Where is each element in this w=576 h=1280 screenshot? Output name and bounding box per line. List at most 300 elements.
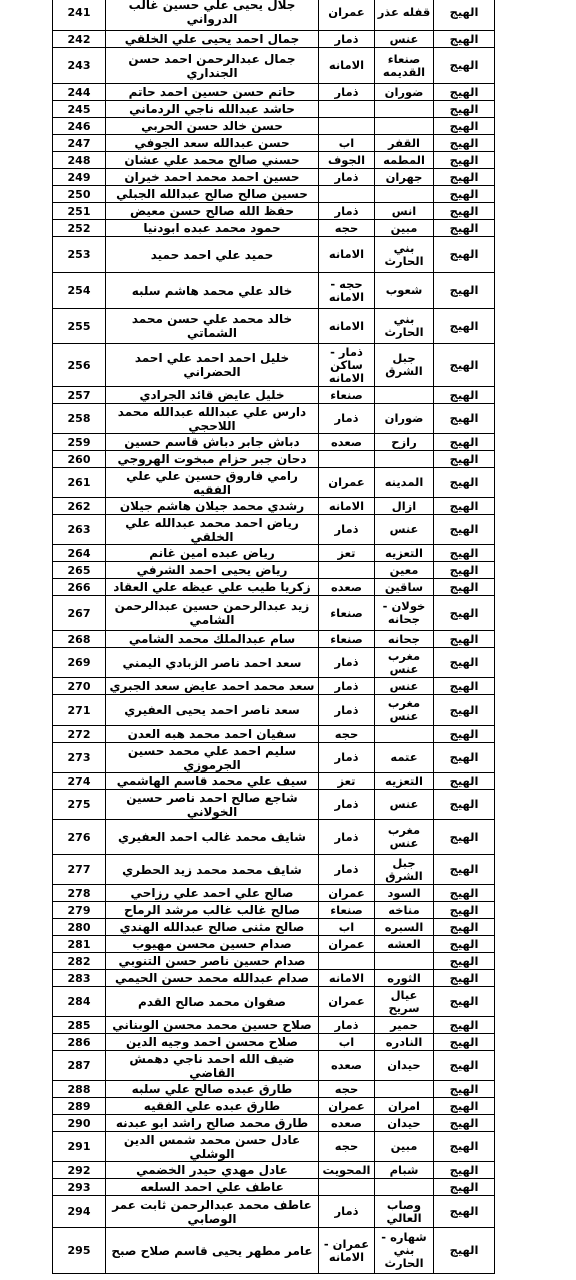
row-number-cell: 246	[53, 118, 106, 135]
person-name-cell: رياض عبده امين غانم	[106, 545, 319, 562]
table-row	[53, 579, 495, 596]
district-cell: التعزيه	[375, 545, 434, 562]
row-number-cell: 245	[53, 101, 106, 118]
unit-cell: الهيج	[434, 885, 495, 902]
person-name-cell: عادل مهدي حيدر الخضمي	[106, 1162, 319, 1179]
district-cell: التعزيه	[375, 773, 434, 790]
roster-table	[52, 0, 495, 1274]
governorate-cell: تعز	[319, 773, 375, 790]
governorate-cell: ذمار	[319, 404, 375, 434]
unit-cell: الهيج	[434, 237, 495, 273]
table-row	[53, 135, 495, 152]
roster-rows	[53, 0, 495, 1274]
governorate-cell: ذمار	[319, 515, 375, 545]
person-name-cell: حسن عبدالله سعد الجوفي	[106, 135, 319, 152]
district-cell: المطمه	[375, 152, 434, 169]
person-name-cell: شايف محمد غالب احمد العفيري	[106, 820, 319, 855]
row-number-cell: 283	[53, 970, 106, 987]
district-cell: مناخه	[375, 902, 434, 919]
table-row	[53, 468, 495, 498]
table-row	[53, 970, 495, 987]
row-number-cell: 248	[53, 152, 106, 169]
table-row	[53, 1017, 495, 1034]
unit-cell: الهيج	[434, 515, 495, 545]
governorate-cell: ذمار	[319, 31, 375, 48]
person-name-cell: سليم احمد علي محمد حسين الجرموزي	[106, 743, 319, 773]
row-number-cell: 275	[53, 790, 106, 820]
governorate-cell: اب	[319, 919, 375, 936]
person-name-cell: دباش جابر دباش قاسم حسين	[106, 434, 319, 451]
person-name-cell: صالح مثنى صالح عبدالله الهندي	[106, 919, 319, 936]
person-name-cell: جمال احمد يحيى علي الخلقي	[106, 31, 319, 48]
governorate-cell: صنعاء	[319, 387, 375, 404]
district-cell	[375, 101, 434, 118]
unit-cell: الهيج	[434, 404, 495, 434]
governorate-cell: الامانه	[319, 237, 375, 273]
governorate-cell: صعده	[319, 1115, 375, 1132]
person-name-cell: حاتم حسن حسين احمد حاتم	[106, 84, 319, 101]
governorate-cell: ذمار	[319, 678, 375, 695]
unit-cell: الهيج	[434, 1132, 495, 1162]
person-name-cell: دحان جبر حزام مبخوت الهروجي	[106, 451, 319, 468]
person-name-cell: سفيان احمد محمد هبه العدن	[106, 726, 319, 743]
unit-cell: الهيج	[434, 1115, 495, 1132]
governorate-cell: حجه - الامانه	[319, 273, 375, 309]
person-name-cell: شاجع صالح احمد ناصر حسين الخولاني	[106, 790, 319, 820]
table-row	[53, 885, 495, 902]
table-row	[53, 1115, 495, 1132]
governorate-cell: عمران	[319, 0, 375, 31]
governorate-cell: عمران	[319, 936, 375, 953]
row-number-cell: 285	[53, 1017, 106, 1034]
governorate-cell: ذمار - ساكن الامانه	[319, 344, 375, 387]
person-name-cell: صالح غالب غالب مرشد الرماح	[106, 902, 319, 919]
person-name-cell: طارق محمد صالح راشد ابو عبدنه	[106, 1115, 319, 1132]
row-number-cell: 272	[53, 726, 106, 743]
table-row	[53, 31, 495, 48]
district-cell: بني الحارث	[375, 237, 434, 273]
row-number-cell: 244	[53, 84, 106, 101]
district-cell: القفر	[375, 135, 434, 152]
unit-cell: الهيج	[434, 451, 495, 468]
governorate-cell: اب	[319, 135, 375, 152]
person-name-cell: طارق عبده علي الفقيه	[106, 1098, 319, 1115]
person-name-cell: سعد محمد احمد عايض سعد الجبري	[106, 678, 319, 695]
unit-cell: الهيج	[434, 953, 495, 970]
table-row	[53, 309, 495, 344]
roster-sheet	[52, 0, 494, 1274]
governorate-cell: ذمار	[319, 1196, 375, 1228]
governorate-cell: عمران - الامانه	[319, 1228, 375, 1274]
governorate-cell: تعز	[319, 545, 375, 562]
district-cell: مغرب عنس	[375, 820, 434, 855]
governorate-cell: عمران	[319, 885, 375, 902]
district-cell: النادره	[375, 1034, 434, 1051]
district-cell: مغرب عنس	[375, 648, 434, 678]
table-row	[53, 936, 495, 953]
table-row	[53, 695, 495, 726]
district-cell: حمير	[375, 1017, 434, 1034]
governorate-cell: حجه	[319, 1132, 375, 1162]
district-cell	[375, 726, 434, 743]
table-row	[53, 648, 495, 678]
table-row	[53, 773, 495, 790]
row-number-cell: 253	[53, 237, 106, 273]
row-number-cell: 264	[53, 545, 106, 562]
governorate-cell: الامانه	[319, 48, 375, 84]
district-cell: شعوب	[375, 273, 434, 309]
unit-cell: الهيج	[434, 790, 495, 820]
table-row	[53, 855, 495, 885]
row-number-cell: 289	[53, 1098, 106, 1115]
unit-cell: الهيج	[434, 726, 495, 743]
row-number-cell: 250	[53, 186, 106, 203]
unit-cell: الهيج	[434, 678, 495, 695]
table-row	[53, 562, 495, 579]
person-name-cell: رياض احمد محمد عبدالله علي الخلقي	[106, 515, 319, 545]
person-name-cell: زكريا طيب علي عيظه علي العقاد	[106, 579, 319, 596]
person-name-cell: صالح علي احمد علي رزاحي	[106, 885, 319, 902]
table-row	[53, 515, 495, 545]
table-row	[53, 545, 495, 562]
row-number-cell: 280	[53, 919, 106, 936]
governorate-cell: صنعاء	[319, 596, 375, 631]
unit-cell: الهيج	[434, 773, 495, 790]
table-row	[53, 596, 495, 631]
district-cell: السود	[375, 885, 434, 902]
person-name-cell: ضيف الله احمد ناجي دهمش القاضي	[106, 1051, 319, 1081]
unit-cell: الهيج	[434, 579, 495, 596]
governorate-cell: ذمار	[319, 855, 375, 885]
unit-cell: الهيج	[434, 1017, 495, 1034]
person-name-cell: دارس علي عبدالله عبدالله محمد اللاحجي	[106, 404, 319, 434]
person-name-cell: حاشد عبدالله ناجي الردماني	[106, 101, 319, 118]
person-name-cell: طارق عبده صالح علي سلبه	[106, 1081, 319, 1098]
person-name-cell: عامر مطهر يحيى قاسم صلاح صبح	[106, 1228, 319, 1274]
person-name-cell: سيف علي محمد قاسم الهاشمي	[106, 773, 319, 790]
unit-cell: الهيج	[434, 186, 495, 203]
unit-cell: الهيج	[434, 545, 495, 562]
unit-cell: الهيج	[434, 344, 495, 387]
unit-cell: الهيج	[434, 387, 495, 404]
row-number-cell: 290	[53, 1115, 106, 1132]
row-number-cell: 277	[53, 855, 106, 885]
unit-cell: الهيج	[434, 1098, 495, 1115]
district-cell	[375, 118, 434, 135]
district-cell: حيدان	[375, 1115, 434, 1132]
unit-cell: الهيج	[434, 203, 495, 220]
unit-cell: الهيج	[434, 695, 495, 726]
governorate-cell: صعده	[319, 579, 375, 596]
district-cell: المدينه	[375, 468, 434, 498]
district-cell: وصاب العالي	[375, 1196, 434, 1228]
governorate-cell: الجوف	[319, 152, 375, 169]
row-number-cell: 266	[53, 579, 106, 596]
unit-cell: الهيج	[434, 135, 495, 152]
unit-cell: الهيج	[434, 1162, 495, 1179]
unit-cell: الهيج	[434, 562, 495, 579]
unit-cell: الهيج	[434, 84, 495, 101]
governorate-cell: الامانه	[319, 309, 375, 344]
person-name-cell: زيد عبدالرحمن حسين عبدالرحمن الشامي	[106, 596, 319, 631]
table-row	[53, 186, 495, 203]
unit-cell: الهيج	[434, 169, 495, 186]
district-cell: عنس	[375, 790, 434, 820]
person-name-cell: حسني صالح محمد علي عشان	[106, 152, 319, 169]
governorate-cell: ذمار	[319, 790, 375, 820]
unit-cell: الهيج	[434, 48, 495, 84]
unit-cell: الهيج	[434, 498, 495, 515]
person-name-cell: حسن خالد حسن الحربي	[106, 118, 319, 135]
governorate-cell: ذمار	[319, 84, 375, 101]
governorate-cell: صعده	[319, 434, 375, 451]
row-number-cell: 268	[53, 631, 106, 648]
governorate-cell	[319, 953, 375, 970]
district-cell: جبل الشرق	[375, 855, 434, 885]
table-row	[53, 987, 495, 1017]
table-row	[53, 1228, 495, 1274]
district-cell: مبين	[375, 1132, 434, 1162]
governorate-cell: صنعاء	[319, 902, 375, 919]
unit-cell: الهيج	[434, 987, 495, 1017]
district-cell: جحانه	[375, 631, 434, 648]
row-number-cell: 269	[53, 648, 106, 678]
governorate-cell	[319, 451, 375, 468]
row-number-cell: 294	[53, 1196, 106, 1228]
unit-cell: الهيج	[434, 220, 495, 237]
district-cell: عيال سريح	[375, 987, 434, 1017]
table-row	[53, 1081, 495, 1098]
person-name-cell: حفظ الله صالح حسن معيض	[106, 203, 319, 220]
table-row	[53, 790, 495, 820]
governorate-cell: ذمار	[319, 203, 375, 220]
district-cell: خولان - جحانه	[375, 596, 434, 631]
district-cell: العشه	[375, 936, 434, 953]
district-cell: الثوره	[375, 970, 434, 987]
row-number-cell: 260	[53, 451, 106, 468]
person-name-cell: رياض يحيى احمد الشرفي	[106, 562, 319, 579]
district-cell: بني الحارث	[375, 309, 434, 344]
person-name-cell: سعد ناصر احمد يحيى العفيري	[106, 695, 319, 726]
governorate-cell: حجه	[319, 1081, 375, 1098]
row-number-cell: 278	[53, 885, 106, 902]
person-name-cell: رامي فاروق حسين علي علي الفقيه	[106, 468, 319, 498]
table-row	[53, 404, 495, 434]
governorate-cell: اب	[319, 1034, 375, 1051]
row-number-cell: 284	[53, 987, 106, 1017]
governorate-cell: صعده	[319, 1051, 375, 1081]
row-number-cell: 242	[53, 31, 106, 48]
governorate-cell: صنعاء	[319, 631, 375, 648]
district-cell	[375, 387, 434, 404]
unit-cell: الهيج	[434, 1051, 495, 1081]
unit-cell: الهيج	[434, 1179, 495, 1196]
table-row	[53, 1098, 495, 1115]
row-number-cell: 259	[53, 434, 106, 451]
person-name-cell: صفوان محمد صالح القدم	[106, 987, 319, 1017]
district-cell: ازال	[375, 498, 434, 515]
unit-cell: الهيج	[434, 1228, 495, 1274]
person-name-cell: عادل حسن محمد شمس الدين الوشلي	[106, 1132, 319, 1162]
unit-cell: الهيج	[434, 1081, 495, 1098]
table-row	[53, 678, 495, 695]
person-name-cell: سام عبدالملك محمد الشامي	[106, 631, 319, 648]
district-cell: عتمه	[375, 743, 434, 773]
governorate-cell: ذمار	[319, 695, 375, 726]
row-number-cell: 252	[53, 220, 106, 237]
governorate-cell: ذمار	[319, 1017, 375, 1034]
district-cell	[375, 953, 434, 970]
district-cell: ضوران	[375, 404, 434, 434]
row-number-cell: 251	[53, 203, 106, 220]
table-row	[53, 726, 495, 743]
governorate-cell: حجه	[319, 220, 375, 237]
table-row	[53, 953, 495, 970]
person-name-cell: حسين صالح صالح عبدالله الجبلي	[106, 186, 319, 203]
unit-cell: الهيج	[434, 31, 495, 48]
row-number-cell: 276	[53, 820, 106, 855]
governorate-cell: عمران	[319, 987, 375, 1017]
governorate-cell	[319, 101, 375, 118]
unit-cell: الهيج	[434, 152, 495, 169]
governorate-cell: المحويت	[319, 1162, 375, 1179]
row-number-cell: 293	[53, 1179, 106, 1196]
unit-cell: الهيج	[434, 631, 495, 648]
district-cell: عنس	[375, 31, 434, 48]
row-number-cell: 279	[53, 902, 106, 919]
person-name-cell: جلال يحيى علي حسين غالب الدرواني	[106, 0, 319, 31]
table-row	[53, 1162, 495, 1179]
unit-cell: الهيج	[434, 902, 495, 919]
governorate-cell: الامانه	[319, 498, 375, 515]
district-cell: رازح	[375, 434, 434, 451]
unit-cell: الهيج	[434, 743, 495, 773]
person-name-cell: حمود محمد عبده ابودنيا	[106, 220, 319, 237]
person-name-cell: خليل عايض قائد الجرادي	[106, 387, 319, 404]
person-name-cell: خالد علي محمد هاشم سلبه	[106, 273, 319, 309]
table-row	[53, 152, 495, 169]
unit-cell: الهيج	[434, 648, 495, 678]
unit-cell: الهيج	[434, 0, 495, 31]
row-number-cell: 256	[53, 344, 106, 387]
table-row	[53, 820, 495, 855]
row-number-cell: 295	[53, 1228, 106, 1274]
district-cell	[375, 1179, 434, 1196]
row-number-cell: 262	[53, 498, 106, 515]
table-row	[53, 169, 495, 186]
person-name-cell: صلاح حسين محمد محسن الوبناني	[106, 1017, 319, 1034]
person-name-cell: صدام عبدالله محمد حسن الحيمي	[106, 970, 319, 987]
table-row	[53, 1132, 495, 1162]
row-number-cell: 265	[53, 562, 106, 579]
row-number-cell: 258	[53, 404, 106, 434]
governorate-cell: ذمار	[319, 820, 375, 855]
unit-cell: الهيج	[434, 919, 495, 936]
unit-cell: الهيج	[434, 273, 495, 309]
table-row	[53, 919, 495, 936]
table-row	[53, 434, 495, 451]
table-row	[53, 237, 495, 273]
district-cell: مبين	[375, 220, 434, 237]
district-cell: معين	[375, 562, 434, 579]
person-name-cell: جمال عبدالرحمن احمد حسن الجنداري	[106, 48, 319, 84]
person-name-cell: رشدي محمد جيلان هاشم جيلان	[106, 498, 319, 515]
district-cell: عنس	[375, 678, 434, 695]
row-number-cell: 257	[53, 387, 106, 404]
district-cell	[375, 186, 434, 203]
person-name-cell: صدام حسين محسن مهيوب	[106, 936, 319, 953]
district-cell: امران	[375, 1098, 434, 1115]
table-row	[53, 743, 495, 773]
person-name-cell: خالد محمد علي حسن محمد الشماتي	[106, 309, 319, 344]
row-number-cell: 288	[53, 1081, 106, 1098]
district-cell: مغرب عنس	[375, 695, 434, 726]
district-cell: جبل الشرق	[375, 344, 434, 387]
governorate-cell: حجه	[319, 726, 375, 743]
table-row	[53, 498, 495, 515]
unit-cell: الهيج	[434, 820, 495, 855]
table-row	[53, 902, 495, 919]
governorate-cell	[319, 1179, 375, 1196]
table-row	[53, 1196, 495, 1228]
table-row	[53, 203, 495, 220]
district-cell	[375, 1081, 434, 1098]
district-cell: جهران	[375, 169, 434, 186]
district-cell: حيدان	[375, 1051, 434, 1081]
table-row	[53, 387, 495, 404]
unit-cell: الهيج	[434, 1196, 495, 1228]
row-number-cell: 274	[53, 773, 106, 790]
governorate-cell: ذمار	[319, 648, 375, 678]
unit-cell: الهيج	[434, 970, 495, 987]
person-name-cell: عاطف محمد عبدالرحمن ثابت عمر الوصابي	[106, 1196, 319, 1228]
person-name-cell: خليل احمد احمد علي احمد الحضراني	[106, 344, 319, 387]
person-name-cell: حميد علي احمد حميد	[106, 237, 319, 273]
table-row	[53, 48, 495, 84]
row-number-cell: 287	[53, 1051, 106, 1081]
district-cell: قفله عذر	[375, 0, 434, 31]
row-number-cell: 243	[53, 48, 106, 84]
district-cell: عنس	[375, 515, 434, 545]
table-row	[53, 84, 495, 101]
unit-cell: الهيج	[434, 101, 495, 118]
table-row	[53, 0, 495, 31]
table-row	[53, 631, 495, 648]
governorate-cell: الامانه	[319, 970, 375, 987]
person-name-cell: صدام حسين ناصر حسن التنوبي	[106, 953, 319, 970]
row-number-cell: 273	[53, 743, 106, 773]
table-row	[53, 1034, 495, 1051]
row-number-cell: 255	[53, 309, 106, 344]
unit-cell: الهيج	[434, 855, 495, 885]
person-name-cell: عاطف علي احمد السلعه	[106, 1179, 319, 1196]
row-number-cell: 270	[53, 678, 106, 695]
table-row	[53, 273, 495, 309]
district-cell: شهاره - بني الحارث	[375, 1228, 434, 1274]
person-name-cell: صلاح محسن احمد وجيه الدين	[106, 1034, 319, 1051]
district-cell	[375, 451, 434, 468]
table-row	[53, 344, 495, 387]
row-number-cell: 263	[53, 515, 106, 545]
unit-cell: الهيج	[434, 468, 495, 498]
district-cell: صنعاء القديمه	[375, 48, 434, 84]
row-number-cell: 281	[53, 936, 106, 953]
table-row	[53, 118, 495, 135]
row-number-cell: 291	[53, 1132, 106, 1162]
row-number-cell: 249	[53, 169, 106, 186]
table-row	[53, 1051, 495, 1081]
governorate-cell	[319, 562, 375, 579]
